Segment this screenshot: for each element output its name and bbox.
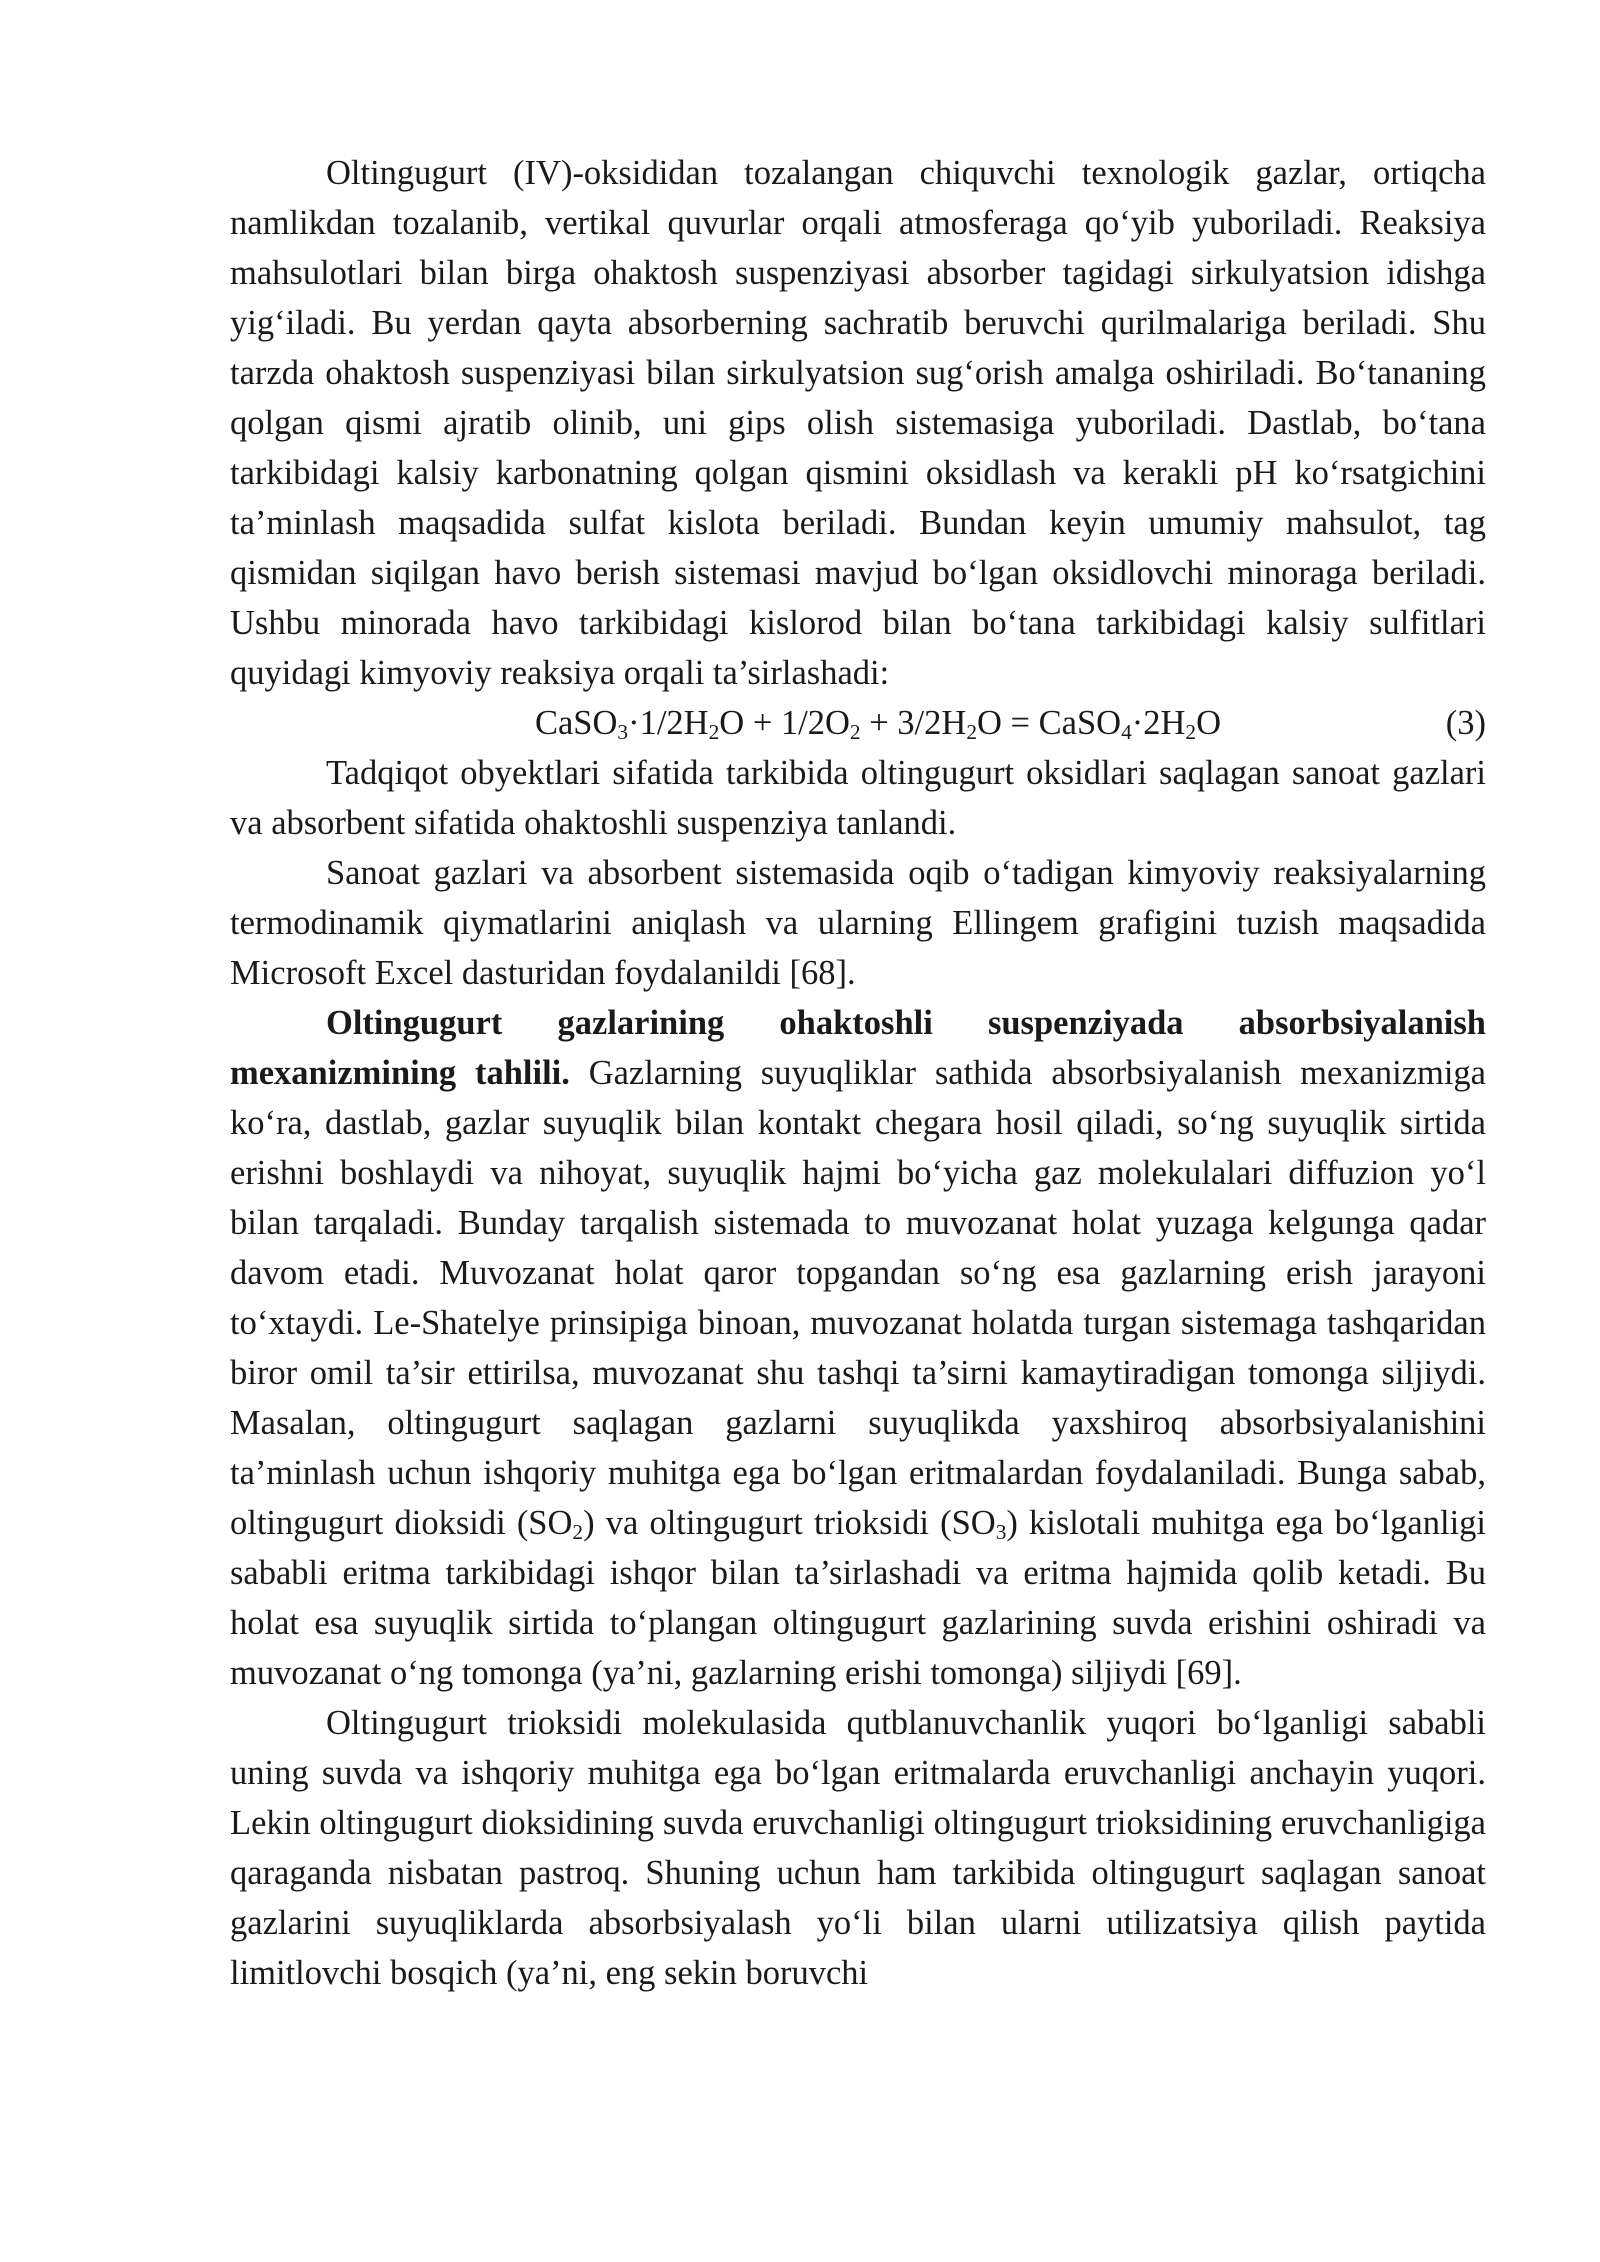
reaction-equation-3 (230, 698, 1486, 748)
paragraph-gas-purification: Oltingugurt (IV)-oksididan tozalangan chiquvchi texnologik gazlar, ortiqcha namlikdan tozalanib, vertikal quvurlar orqali atmosferaga qo‘yib yuboriladi. Reaksiya mahsulotlari bilan birga ohaktosh suspenziyasi absorber tagidagi sirkulyatsion idishga yig‘iladi. Bu yerdan qayta absorberning sachratib beruvchi qurilmalariga beriladi. Shu tarzda ohaktosh suspenziyasi bilan sirkulyatsion sug‘orish amalga oshiriladi. Bo‘tananing qolgan qismi ajratib olinib, uni gips olish sistemasiga yuboriladi. Dastlab, bo‘tana tarkibidagi kalsiy karbonatning qolgan qismini oksidlash va kerakli pH ko‘rsatgichini ta’minlash maqsadida sulfat kislota beriladi. Bundan keyin umumiy mahsulot, tag qismidan siqilgan havo berish sistemasi mavjud bo‘lgan oksidlovchi minoraga beriladi. Ushbu minorada havo tarkibidagi kislorod bilan bo‘tana tarkibidagi kalsiy sulfitlari quyidagi kimyoviy reaksiya orqali ta’sirlashadi: (230, 154, 1486, 692)
paragraph-solubility: Oltingugurt trioksidi molekulasida qutblanuvchanlik yuqori bo‘lganligi sababli uning suvda va ishqoriy muhitga ega bo‘lgan eritmalarda eruvchanligi anchayin yuqori. Lekin oltingugurt dioksidining suvda eruvchanligi oltingugurt trioksidining eruvchanligiga qaraganda nisbatan pastroq. Shuning uchun ham tarkibida oltingugurt saqlagan sanoat gazlarini suyuqliklarda absorbsiyalash yo‘li bilan ularni utilizatsiya qilish paytida limitlovchi bosqich (ya’ni, eng sekin boruvchi (230, 1704, 1486, 1992)
document-page (230, 148, 1486, 1998)
paragraph-absorption-mechanism: Oltingugurt gazlarining ohaktoshli suspenziyada absorbsiyalanish mexanizmining tahlili. Gazlarning suyuqliklar sathida absorbsiyalanish mexanizmiga ko‘ra, dastlab, gazlar suyuqlik bilan kontakt chegara hosil qiladi, so‘ng suyuqlik sirtida erishni boshlaydi va nihoyat, suyuqlik hajmi bo‘yicha gaz molekulalari diffuzion yo‘l bilan tarqaladi. Bunday tarqalish sistemada to muvozanat holat yuzaga kelgunga qadar davom etadi. Muvozanat holat qaror topgandan so‘ng esa gazlarning erish jarayoni to‘xtaydi. Le-Shatelye prinsipiga binoan, muvozanat holatda turgan sistemaga tashqaridan biror omil ta’sir ettirilsa, muvozanat shu tashqi ta’sirni kamaytiradigan tomonga siljiydi. Masalan, oltingugurt saqlagan gazlarni suyuqlikda yaxshiroq absorbsiyalanishini ta’minlash uchun ishqoriy muhitga ega bo‘lgan eritmalardan foydalaniladi. Bunga sabab, oltingugurt dioksidi $(SO_2)$ va oltingugurt trioksidi $(SO_3)$ kislotali muhitga ega bo‘lganligi sababli eritma tarkibidagi ishqor bilan ta’sirlashadi va eritma hajmida qolib ketadi. Bu holat esa suyuqlik sirtida to‘plangan oltingugurt gazlarining suvda erishini oshiradi va muvozanat o‘ng tomonga (ya’ni, gazlarning erishi tomonga) siljiydi [69]. (230, 1004, 1486, 1692)
section-heading: Oltingugurt gazlarining ohaktoshli suspenziyada absorbsiyalanish mexanizmining tahlili. (230, 1004, 1486, 1092)
paragraph-thermodynamics: Sanoat gazlari va absorbent sistemasida oqib o‘tadigan kimyoviy reaksiyalarning termodinamik qiymatlarini aniqlash va ularning Ellingem grafigini tuzish maqsadida Microsoft Excel dasturidan foydalanildi [68]. (230, 854, 1486, 992)
paragraph-research-objects: Tadqiqot obyektlari sifatida tarkibida oltingugurt oksidlari saqlagan sanoat gazlari va absorbent sifatida ohaktoshli suspenziya tanlandi. (230, 754, 1486, 842)
equation-number: (3) (1445, 704, 1486, 742)
equation-formula: $CaSO_3\cdot 1/2H_2O + 1/2O_2 + 3/2H_2O$ = $CaSO_4\cdot 2H_2O$ (534, 704, 1222, 745)
